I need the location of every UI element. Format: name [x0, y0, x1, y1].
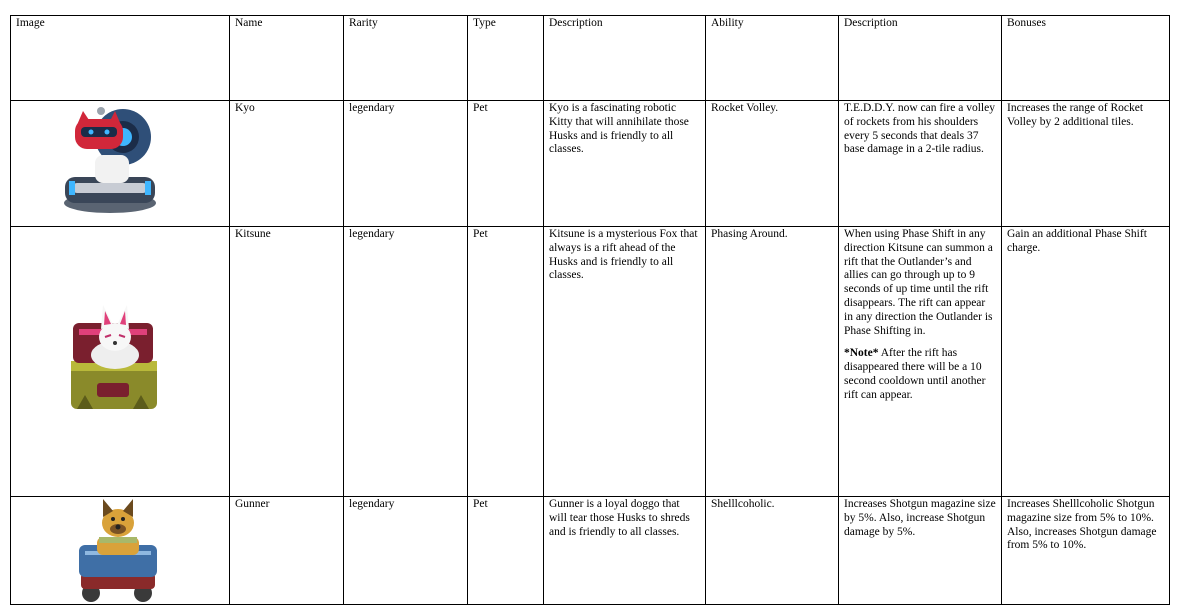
pet-description: Gunner is a loyal doggo that will tear those Husks to shreds and is friendly to all classes. — [544, 497, 706, 605]
header-row — [11, 16, 1170, 101]
table-row — [11, 227, 1170, 497]
pet-type: Pet — [468, 101, 544, 227]
pet-ability-description — [839, 227, 1002, 497]
header-name: Name — [230, 16, 344, 101]
dog-cart-icon — [73, 497, 163, 603]
pet-ability: Rocket Volley. — [706, 101, 839, 227]
note-text: After the rift has disappeared there will be a 10 second cooldown until another rift can appear. — [844, 347, 986, 401]
pet-rarity: legendary — [344, 497, 468, 605]
table-row — [11, 497, 1170, 605]
image-cell — [11, 101, 230, 227]
pet-description: Kitsune is a mysterious Fox that always is a rift ahead of the Husks and is friendly to all classes. — [544, 227, 706, 497]
header-type: Type — [468, 16, 544, 101]
pet-description: Kyo is a fascinating robotic Kitty that will annihilate those Husks and is friendly to all classes. — [544, 101, 706, 227]
robot-kitty-icon — [55, 105, 165, 217]
header-rarity: Rarity — [344, 16, 468, 101]
pet-ability-description — [839, 101, 1002, 227]
pets-table — [10, 15, 1170, 605]
pet-type: Pet — [468, 497, 544, 605]
image-cell — [11, 497, 230, 605]
pet-bonuses: Increases the range of Rocket Volley by 2 additional tiles. — [1002, 101, 1170, 227]
header-bonuses: Bonuses — [1002, 16, 1170, 101]
fox-chest-icon — [63, 299, 163, 417]
header-description: Description — [544, 16, 706, 101]
pet-type: Pet — [468, 227, 544, 497]
header-image: Image — [11, 16, 230, 101]
pet-ability: Phasing Around. — [706, 227, 839, 497]
table-row — [11, 101, 1170, 227]
pet-ability-description — [839, 497, 1002, 605]
pet-name: Kyo — [230, 101, 344, 227]
ability-description-text: When using Phase Shift in any direction Kitsune can summon a rift that the Outlander’s and allies can go through up to 9 seconds of up time until the rift disappears. The rift can appear in any direction the Outlander is Phase Shifting in. — [844, 228, 993, 337]
pet-rarity: legendary — [344, 101, 468, 227]
ability-description-text: T.E.D.D.Y. now can fire a volley of rockets from his shoulders every 5 seconds that deals 37 base damage in a 2-tile radius. — [844, 102, 995, 156]
pet-name: Kitsune — [230, 227, 344, 497]
pet-ability: Shelllcoholic. — [706, 497, 839, 605]
pet-bonuses: Increases Shelllcoholic Shotgun magazine size from 5% to 10%. Also, increases Shotgun damage from 5% to 10%. — [1002, 497, 1170, 605]
note-label: *Note* — [844, 347, 879, 360]
image-cell — [11, 227, 230, 497]
ability-note — [844, 347, 996, 402]
pet-name: Gunner — [230, 497, 344, 605]
pet-bonuses: Gain an additional Phase Shift charge. — [1002, 227, 1170, 497]
ability-description-text: Increases Shotgun magazine size by 5%. Also, increase Shotgun damage by 5%. — [844, 498, 996, 538]
header-ability: Ability — [706, 16, 839, 101]
header-ability-description: Description — [839, 16, 1002, 101]
pet-rarity: legendary — [344, 227, 468, 497]
